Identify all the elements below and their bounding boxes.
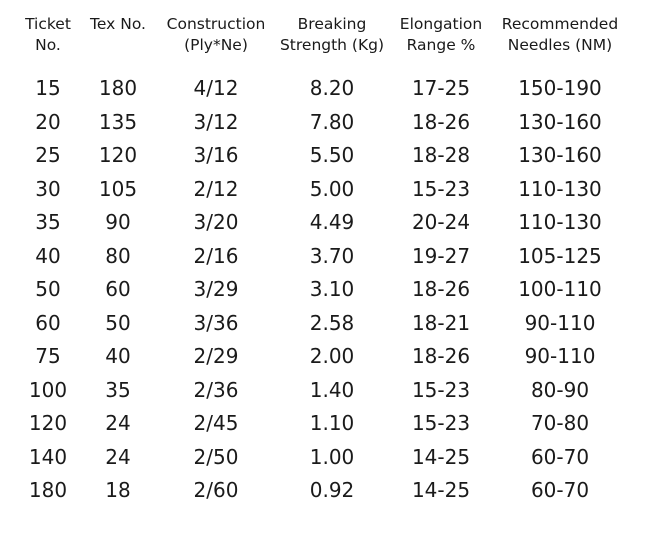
table-row bbox=[20, 173, 630, 207]
table-row bbox=[20, 72, 630, 106]
elongation-range-cell: 18-28 bbox=[411, 143, 471, 167]
header-line: Needles (NM) bbox=[507, 36, 613, 54]
recommended-needles-cell: 105-125 bbox=[518, 243, 602, 268]
thread-spec-table bbox=[20, 14, 630, 508]
recommended-needles-cell: 80-90 bbox=[530, 377, 590, 402]
breaking-strength-cell: 2.58 bbox=[309, 310, 355, 335]
elongation-range-cell: 17-25 bbox=[411, 76, 471, 100]
breaking-strength-cell: 7.80 bbox=[309, 109, 355, 134]
tex-no-cell: 24 bbox=[105, 444, 131, 469]
elongation-range-cell: 15-23 bbox=[411, 411, 471, 435]
header-tex-no bbox=[76, 14, 160, 72]
recommended-needles-cell: 130-160 bbox=[518, 109, 602, 134]
elongation-range-cell: 18-26 bbox=[411, 344, 471, 368]
elongation-range-cell: 19-27 bbox=[411, 243, 471, 268]
tex-no-cell: 105 bbox=[98, 176, 138, 201]
elongation-range-cell: 20-24 bbox=[411, 210, 471, 234]
recommended-needles-cell: 90-110 bbox=[524, 310, 596, 335]
ticket-no-cell: 50 bbox=[35, 277, 61, 301]
table-row bbox=[20, 273, 630, 307]
ticket-no-cell: 20 bbox=[35, 109, 61, 134]
breaking-strength-cell: 5.50 bbox=[309, 143, 355, 167]
construction-cell: 2/50 bbox=[193, 444, 239, 469]
recommended-needles-cell: 100-110 bbox=[518, 277, 602, 301]
tex-no-cell: 80 bbox=[105, 243, 131, 268]
header-ticket-no bbox=[20, 14, 76, 72]
header-line: Breaking bbox=[297, 15, 367, 33]
breaking-strength-cell: 0.92 bbox=[309, 478, 355, 502]
breaking-strength-cell: 4.49 bbox=[309, 210, 355, 234]
ticket-no-cell: 100 bbox=[28, 377, 68, 402]
tex-no-cell: 35 bbox=[105, 377, 131, 402]
breaking-strength-cell: 1.00 bbox=[309, 444, 355, 469]
elongation-range-cell: 18-21 bbox=[411, 310, 471, 335]
table-row bbox=[20, 474, 630, 508]
tex-no-cell: 40 bbox=[105, 344, 131, 368]
header-line: Ticket bbox=[25, 15, 71, 33]
table-row bbox=[20, 307, 630, 341]
construction-cell: 3/12 bbox=[193, 109, 239, 134]
recommended-needles-cell: 110-130 bbox=[518, 210, 602, 234]
header-construction bbox=[160, 14, 272, 72]
construction-cell: 2/16 bbox=[193, 243, 239, 268]
table-row bbox=[20, 407, 630, 441]
construction-cell: 2/45 bbox=[193, 411, 239, 435]
construction-cell: 3/29 bbox=[193, 277, 239, 301]
header-line: Elongation bbox=[399, 15, 483, 33]
elongation-range-cell: 18-26 bbox=[411, 109, 471, 134]
breaking-strength-cell: 3.70 bbox=[309, 243, 355, 268]
construction-cell: 2/29 bbox=[193, 344, 239, 368]
recommended-needles-cell: 60-70 bbox=[530, 478, 590, 502]
elongation-range-cell: 14-25 bbox=[411, 478, 471, 502]
breaking-strength-cell: 8.20 bbox=[309, 76, 355, 100]
elongation-range-cell: 18-26 bbox=[411, 277, 471, 301]
table-row bbox=[20, 206, 630, 240]
table-body bbox=[20, 72, 630, 508]
tex-no-cell: 60 bbox=[105, 277, 131, 301]
ticket-no-cell: 40 bbox=[35, 243, 61, 268]
tex-no-cell: 24 bbox=[105, 411, 131, 435]
ticket-no-cell: 15 bbox=[35, 76, 61, 100]
table-row bbox=[20, 139, 630, 173]
recommended-needles-cell: 90-110 bbox=[524, 344, 596, 368]
tex-no-cell: 180 bbox=[98, 76, 138, 100]
header-line: No. bbox=[35, 36, 61, 54]
recommended-needles-cell: 150-190 bbox=[518, 76, 602, 100]
construction-cell: 2/36 bbox=[193, 377, 239, 402]
breaking-strength-cell: 1.40 bbox=[309, 377, 355, 402]
elongation-range-cell: 14-25 bbox=[411, 444, 471, 469]
header-breaking-strength bbox=[272, 14, 392, 72]
header-elongation-range bbox=[392, 14, 490, 72]
ticket-no-cell: 60 bbox=[35, 310, 61, 335]
ticket-no-cell: 75 bbox=[35, 344, 61, 368]
header-line: Recommended bbox=[501, 15, 619, 33]
elongation-range-cell: 15-23 bbox=[411, 377, 471, 402]
header-line: Construction bbox=[166, 15, 266, 33]
header-recommended-needles bbox=[490, 14, 630, 72]
breaking-strength-cell: 2.00 bbox=[309, 344, 355, 368]
recommended-needles-cell: 130-160 bbox=[518, 143, 602, 167]
table-header-row bbox=[20, 14, 630, 72]
header-line: (Ply*Ne) bbox=[184, 36, 248, 54]
header-line: Range % bbox=[406, 36, 476, 54]
recommended-needles-cell: 60-70 bbox=[530, 444, 590, 469]
breaking-strength-cell: 1.10 bbox=[309, 411, 355, 435]
table-row bbox=[20, 106, 630, 140]
table-row bbox=[20, 374, 630, 408]
breaking-strength-cell: 5.00 bbox=[309, 176, 355, 201]
elongation-range-cell: 15-23 bbox=[411, 176, 471, 201]
recommended-needles-cell: 70-80 bbox=[530, 411, 590, 435]
ticket-no-cell: 140 bbox=[28, 444, 68, 469]
tex-no-cell: 18 bbox=[105, 478, 131, 502]
table-row bbox=[20, 340, 630, 374]
recommended-needles-cell: 110-130 bbox=[518, 176, 602, 201]
tex-no-cell: 120 bbox=[98, 143, 138, 167]
construction-cell: 4/12 bbox=[193, 76, 239, 100]
ticket-no-cell: 120 bbox=[28, 411, 68, 435]
construction-cell: 3/16 bbox=[193, 143, 239, 167]
header-line: Tex No. bbox=[90, 15, 146, 33]
construction-cell: 3/20 bbox=[193, 210, 239, 234]
tex-no-cell: 135 bbox=[98, 109, 138, 134]
ticket-no-cell: 30 bbox=[35, 176, 61, 201]
tex-no-cell: 50 bbox=[105, 310, 131, 335]
ticket-no-cell: 35 bbox=[35, 210, 61, 234]
table-row bbox=[20, 240, 630, 274]
ticket-no-cell: 180 bbox=[28, 478, 68, 502]
construction-cell: 2/12 bbox=[193, 176, 239, 201]
breaking-strength-cell: 3.10 bbox=[309, 277, 355, 301]
tex-no-cell: 90 bbox=[105, 210, 131, 234]
table-row bbox=[20, 441, 630, 475]
ticket-no-cell: 25 bbox=[35, 143, 61, 167]
construction-cell: 3/36 bbox=[193, 310, 239, 335]
header-line: Strength (Kg) bbox=[279, 36, 385, 54]
construction-cell: 2/60 bbox=[193, 478, 239, 502]
